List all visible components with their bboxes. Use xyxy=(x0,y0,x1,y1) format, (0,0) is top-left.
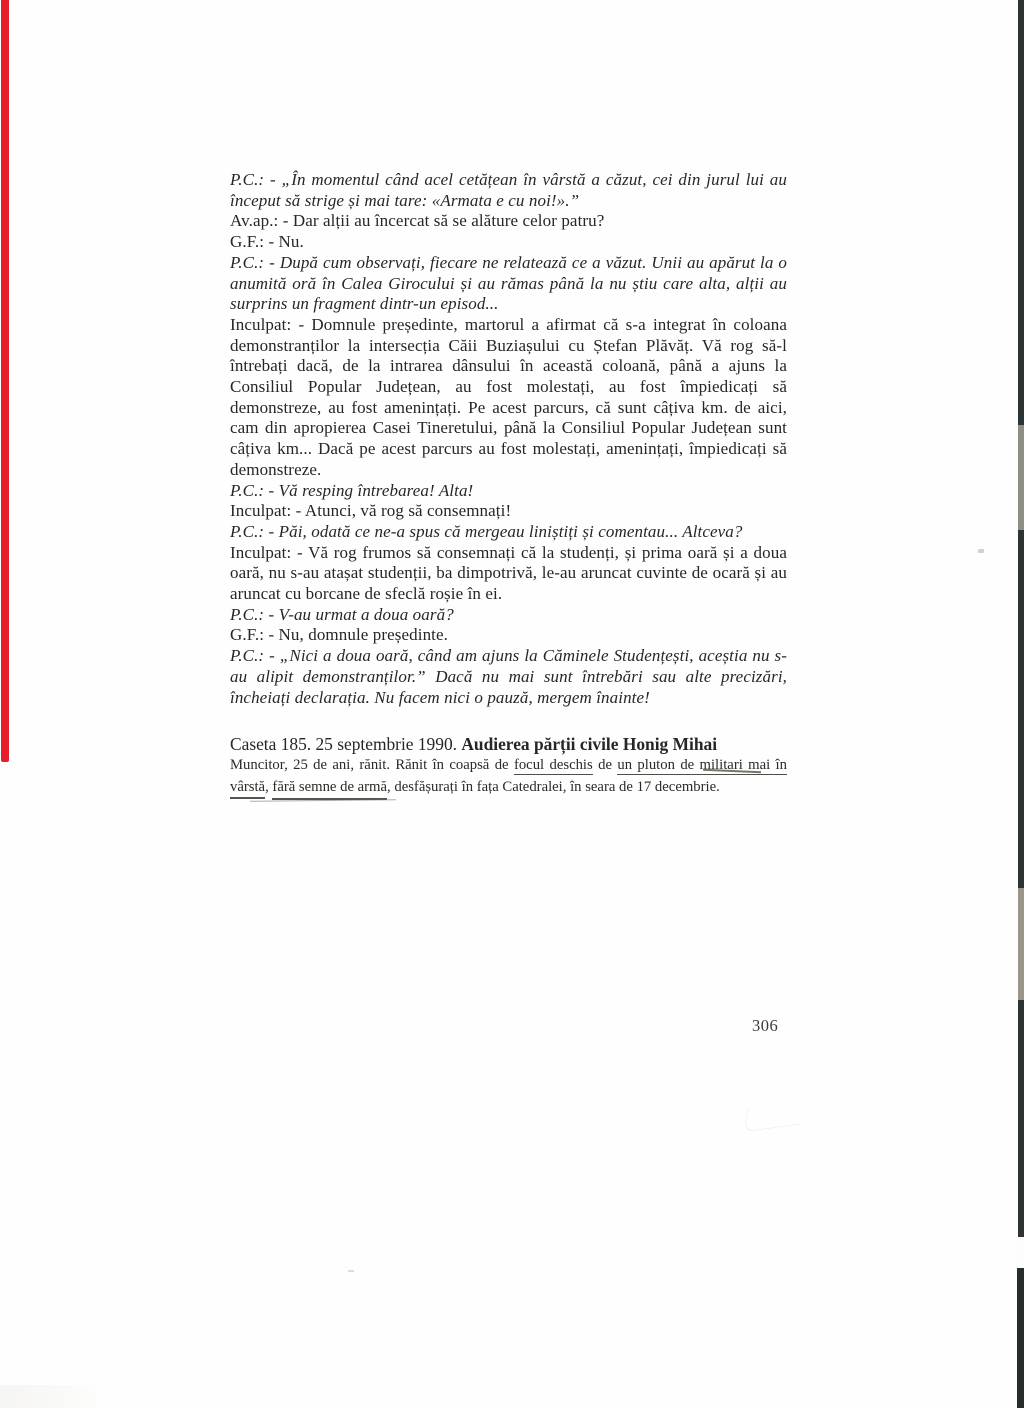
dialogue-turn: P.C.: - După cum observați, fiecare ne relatează ce a văzut. Unii au apărut la o anumită oră în Calea Girocului și au rămas până la nu știu care alta, alții au surprins un fragment dintr-un episod... xyxy=(230,252,787,314)
dialogue-turn: Inculpat: - Vă rog frumos să consemnați că la studenți, și prima oară și a doua oară, nu s-au atașat studenții, ba dimpotrivă, le-au aruncat cuvinte de ocară și au aruncat cu borcane de sfeclă roșie în ei. xyxy=(230,542,787,604)
dialogue-turn: Inculpat: - Domnule președinte, martorul a afirmat că s-a integrat în coloana demonstranților la intersecția Căii Buziașului cu Ștefan Plăvăț. Vă rog să-l întrebați dacă, de la intrarea dânsului în această coloană, până a ajuns la Consiliul Popular Județean, au fost molestați, au fost împiedicați să demonstreze, au fost amenințați. Pe acest parcurs, că sunt câțiva km. de aici, cam din apropierea Casei Tineretului, până la Consiliul Popular Județean sunt câțiva km... Dacă pe acest parcurs au fost molestați, amenințați, împiedicați să demonstreze. xyxy=(230,314,787,479)
pencil-underlined-text: un pluton de militari mai în xyxy=(617,757,787,773)
scan-speck xyxy=(978,549,984,553)
scan-corner-smudge xyxy=(0,1385,95,1408)
note-text: Muncitor, 25 de ani, rănit. Rănit în coapsă de xyxy=(230,757,514,773)
scan-edge-dark-foot xyxy=(1017,1268,1024,1408)
pencil-stroke xyxy=(250,799,396,802)
scan-edge-light-segment xyxy=(1018,888,1024,1000)
caseta-section xyxy=(230,733,787,798)
transcript-dialogue xyxy=(230,170,787,708)
scan-edge-red-strip xyxy=(1,0,9,762)
dialogue-turn: Inculpat: - Atunci, vă rog să consemnați! xyxy=(230,501,512,521)
scan-speck xyxy=(348,1270,354,1272)
dialogue-turn: P.C.: - „Nici a doua oară, când am ajuns la Căminele Studențești, aceștia nu s-au alipit demonstranților.” Dacă nu mai sunt întrebări sau alte precizări, încheiați declarația. Nu facem nici o pauză, mergem înainte! xyxy=(230,646,787,707)
scan-edge-light-segment xyxy=(1018,425,1024,530)
scan-ghost-mark xyxy=(743,1098,807,1132)
dialogue-turn: P.C.: - V-au urmat a doua oară? xyxy=(230,604,454,624)
caseta-label: Caseta 185. 25 septembrie 1990. xyxy=(230,734,462,754)
note-text: , desfășurați în fața Catedralei, în seara de 17 decembrie. xyxy=(387,778,720,795)
victim-note-line-2 xyxy=(230,777,787,799)
dialogue-turn: P.C.: - Vă resping întrebarea! Alta! xyxy=(230,480,474,500)
dialogue-turn: Av.ap.: - Dar alții au încercat să se alăture celor patru? xyxy=(230,211,605,231)
scan-edge-gap xyxy=(1018,1237,1024,1268)
page-number: 306 xyxy=(752,1016,779,1035)
scan-edge-dark-bar xyxy=(1018,0,1024,1408)
pencil-underlined-text: fără semne de armă xyxy=(272,779,387,801)
dialogue-turn: P.C.: - „În momentul când acel cetățean în vârstă a căzut, cei din jurul lui au început să strige și mai tare: «Armata e cu noi!».” xyxy=(230,170,787,210)
pencil-underlined-text: focul deschis xyxy=(513,757,593,773)
note-text: de xyxy=(592,757,618,773)
dialogue-turn: G.F.: - Nu. xyxy=(230,232,304,252)
note-text: , xyxy=(265,778,273,795)
victim-note-line-1 xyxy=(230,755,787,777)
caseta-heading xyxy=(230,733,787,755)
dialogue-turn: G.F.: - Nu, domnule președinte. xyxy=(230,625,448,645)
caseta-title: Audierea părții civile Honig Mihai xyxy=(461,734,718,754)
dialogue-turn: P.C.: - Păi, odată ce ne-a spus că mergeau liniștiți și comentau... Altceva? xyxy=(230,521,743,541)
pencil-underlined-text: vârstă xyxy=(230,779,265,799)
